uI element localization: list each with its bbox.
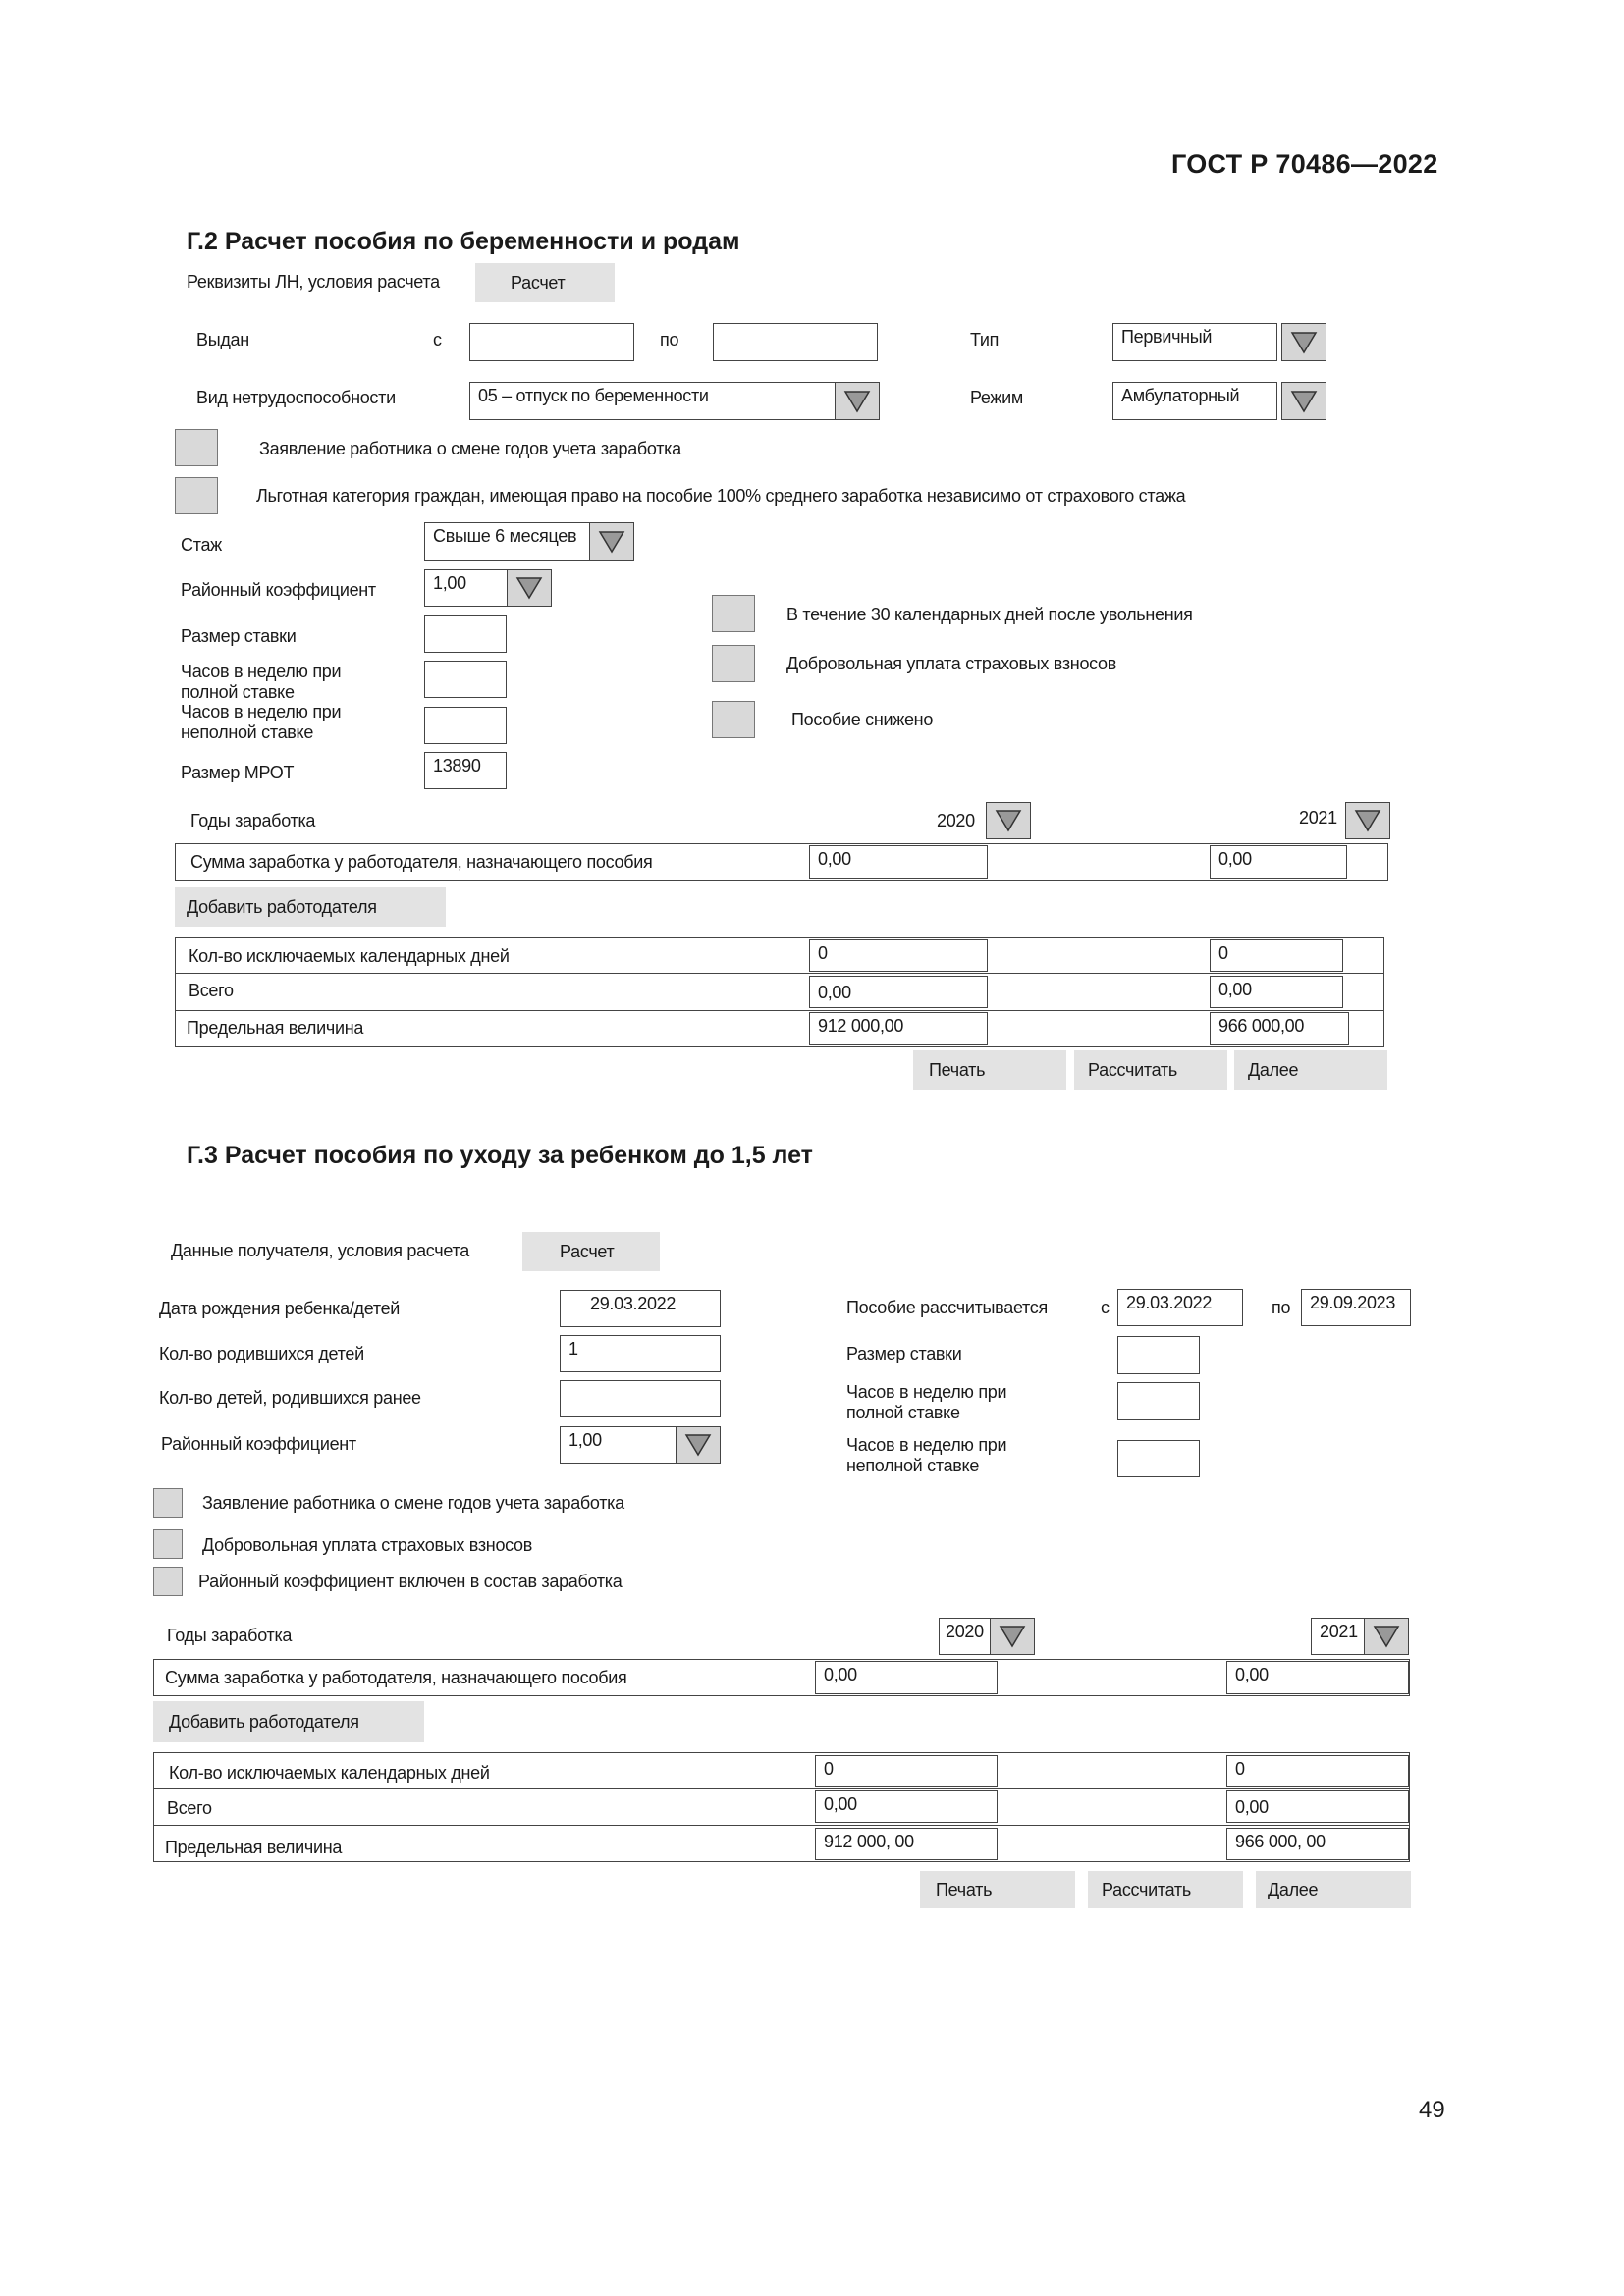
mode-value: Амбулаторный <box>1121 386 1240 405</box>
hours-part-field[interactable] <box>1117 1440 1200 1477</box>
type-value: Первичный <box>1121 327 1213 347</box>
rate-label: Размер ставки <box>846 1344 962 1363</box>
period-from-label: с <box>1101 1298 1110 1317</box>
page-number: 49 <box>1419 2097 1445 2123</box>
rate-label: Размер ставки <box>181 626 297 646</box>
earnings-2020-field[interactable]: 0,00 <box>809 845 988 879</box>
document-header: ГОСТ Р 70486—2022 <box>1171 149 1438 179</box>
after-dismissal-checkbox[interactable] <box>712 595 755 632</box>
table-divider <box>175 1010 1384 1011</box>
add-employer-button[interactable]: Добавить работодателя <box>175 887 446 927</box>
district-dropdown-icon[interactable] <box>507 569 552 607</box>
district-dropdown-icon[interactable] <box>676 1426 721 1464</box>
hours-part-field[interactable] <box>424 707 507 744</box>
period-to-label: по <box>1272 1298 1291 1317</box>
from-label: с <box>433 330 442 349</box>
table-divider <box>175 973 1384 974</box>
change-years-label: Заявление работника о смене годов учета заработка <box>259 439 681 458</box>
district-select[interactable] <box>560 1426 677 1464</box>
type-dropdown-icon[interactable] <box>1281 323 1326 361</box>
type-select[interactable] <box>1112 323 1277 361</box>
table-divider <box>153 1788 1410 1789</box>
limit-label: Предельная величина <box>187 1018 364 1038</box>
excluded-label: Кол-во исключаемых календарных дней <box>189 946 510 966</box>
next-button[interactable]: Далее <box>1234 1050 1387 1090</box>
year2-dropdown-icon[interactable] <box>1364 1618 1409 1655</box>
year1-dropdown-icon[interactable] <box>986 802 1031 839</box>
after-dismissal-label: В течение 30 календарных дней после увольнения <box>786 605 1193 624</box>
voluntary-label: Добровольная уплата страховых взносов <box>786 654 1117 673</box>
prev-children-label: Кол-во детей, родившихся ранее <box>159 1388 421 1408</box>
excluded-2021-field[interactable]: 0 <box>1210 939 1343 972</box>
excluded-2021-field[interactable]: 0 <box>1226 1755 1409 1787</box>
birth-date-field[interactable]: 29.03.2022 <box>560 1290 721 1327</box>
mrot-field[interactable]: 13890 <box>424 752 507 789</box>
hours-full-label: Часов в неделю при полной ставке <box>846 1382 1007 1422</box>
year1-select[interactable] <box>939 1618 994 1655</box>
period-to-field[interactable]: 29.09.2023 <box>1301 1289 1411 1326</box>
year2-select[interactable] <box>1311 1618 1366 1655</box>
period-from-field[interactable]: 29.03.2022 <box>1117 1289 1243 1326</box>
district-select[interactable] <box>424 569 509 607</box>
calc-period-label: Пособие рассчитывается <box>846 1298 1048 1317</box>
rate-field[interactable] <box>424 615 507 653</box>
total-2021-field[interactable]: 0,00 <box>1210 976 1343 1008</box>
hours-full-label: Часов в неделю при полной ставке <box>181 662 342 702</box>
born-count-field[interactable]: 1 <box>560 1335 721 1372</box>
district-value: 1,00 <box>568 1430 602 1450</box>
years-label: Годы заработка <box>167 1626 293 1645</box>
experience-dropdown-icon[interactable] <box>589 522 634 561</box>
district-label: Районный коэффициент <box>161 1434 356 1454</box>
hours-full-field[interactable] <box>424 661 507 698</box>
limit-label: Предельная величина <box>165 1838 343 1857</box>
total-2020-field[interactable]: 0,00 <box>815 1790 998 1823</box>
year2-value: 2021 <box>1299 808 1337 828</box>
rate-field[interactable] <box>1117 1336 1200 1374</box>
earnings-2020-field[interactable]: 0,00 <box>815 1661 998 1694</box>
hours-full-field[interactable] <box>1117 1382 1200 1420</box>
mode-label: Режим <box>970 388 1023 407</box>
years-label: Годы заработка <box>190 811 316 830</box>
calculate-button[interactable]: Рассчитать <box>1074 1050 1227 1090</box>
experience-select[interactable] <box>424 522 591 561</box>
earnings-label: Сумма заработка у работодателя, назначающего пособия <box>165 1668 627 1687</box>
type-label: Тип <box>970 330 1000 349</box>
excluded-label: Кол-во исключаемых календарных дней <box>169 1763 490 1783</box>
change-years-checkbox[interactable] <box>153 1488 183 1518</box>
prev-children-field[interactable] <box>560 1380 721 1417</box>
district-value: 1,00 <box>433 573 466 593</box>
recipient-label: Данные получателя, условия расчета <box>171 1241 469 1260</box>
year1-value: 2020 <box>946 1622 984 1641</box>
year2-value: 2021 <box>1320 1622 1358 1641</box>
born-count-label: Кол-во родившихся детей <box>159 1344 364 1363</box>
earnings-2021-field[interactable]: 0,00 <box>1226 1661 1409 1694</box>
print-button[interactable]: Печать <box>913 1050 1066 1090</box>
year1-value: 2020 <box>937 811 975 830</box>
limit-2021-field[interactable]: 966 000, 00 <box>1226 1828 1409 1860</box>
reduced-checkbox[interactable] <box>712 701 755 738</box>
hours-part-label: Часов в неделю при неполной ставке <box>181 702 342 742</box>
total-label: Всего <box>167 1798 212 1818</box>
disability-dropdown-icon[interactable] <box>835 382 880 420</box>
birth-date-label: Дата рождения ребенка/детей <box>159 1299 401 1318</box>
district-label: Районный коэффициент <box>181 580 376 600</box>
reduced-label: Пособие снижено <box>791 710 934 729</box>
total-2021-field[interactable]: 0,00 <box>1226 1790 1409 1823</box>
year1-dropdown-icon[interactable] <box>990 1618 1035 1655</box>
change-years-checkbox[interactable] <box>175 429 218 466</box>
year2-dropdown-icon[interactable] <box>1345 802 1390 839</box>
hours-part-label: Часов в неделю при неполной ставке <box>846 1435 1007 1475</box>
mode-select[interactable] <box>1112 382 1277 420</box>
add-employer-button[interactable]: Добавить работодателя <box>153 1701 424 1742</box>
disability-value: 05 – отпуск по беременности <box>478 386 709 405</box>
issued-to-field[interactable] <box>713 323 878 361</box>
limit-2020-field[interactable]: 912 000, 00 <box>815 1828 998 1860</box>
section-g3-title: Г.3 Расчет пособия по уходу за ребенком до 1,5 лет <box>187 1142 813 1169</box>
disability-label: Вид нетрудоспособности <box>196 388 396 407</box>
calc-tab[interactable]: Расчет <box>522 1232 660 1271</box>
privileged-label: Льготная категория граждан, имеющая право на пособие 100% среднего заработка независимо от страхового стажа <box>256 486 1186 506</box>
voluntary-checkbox[interactable] <box>712 645 755 682</box>
disability-select[interactable] <box>469 382 837 420</box>
issued-label: Выдан <box>196 330 249 349</box>
excluded-2020-field[interactable]: 0 <box>809 939 988 972</box>
limit-2021-field[interactable]: 966 000,00 <box>1210 1012 1349 1045</box>
issued-from-field[interactable] <box>469 323 634 361</box>
mode-dropdown-icon[interactable] <box>1281 382 1326 420</box>
calculate-button[interactable]: Рассчитать <box>1088 1871 1243 1908</box>
limit-2020-field[interactable]: 912 000,00 <box>809 1012 988 1045</box>
experience-value: Свыше 6 месяцев <box>433 526 577 546</box>
next-button[interactable]: Далее <box>1256 1871 1411 1908</box>
district-included-label: Районный коэффициент включен в состав заработка <box>198 1572 623 1591</box>
earnings-2021-field[interactable]: 0,00 <box>1210 845 1347 879</box>
excluded-2020-field[interactable]: 0 <box>815 1755 998 1787</box>
district-included-checkbox[interactable] <box>153 1567 183 1596</box>
to-label: по <box>660 330 679 349</box>
total-2020-field[interactable]: 0,00 <box>809 976 988 1008</box>
print-button[interactable]: Печать <box>920 1871 1075 1908</box>
section-g2-title: Г.2 Расчет пособия по беременности и родам <box>187 228 740 255</box>
change-years-label: Заявление работника о смене годов учета заработка <box>202 1493 624 1513</box>
experience-label: Стаж <box>181 535 222 555</box>
total-label: Всего <box>189 981 234 1000</box>
privileged-checkbox[interactable] <box>175 477 218 514</box>
requisites-label: Реквизиты ЛН, условия расчета <box>187 272 440 292</box>
calc-tab[interactable]: Расчет <box>475 263 615 302</box>
voluntary-label: Добровольная уплата страховых взносов <box>202 1535 533 1555</box>
voluntary-checkbox[interactable] <box>153 1529 183 1559</box>
table-divider <box>153 1825 1410 1826</box>
earnings-label: Сумма заработка у работодателя, назначающего пособия <box>190 852 653 872</box>
mrot-label: Размер МРОТ <box>181 763 295 782</box>
